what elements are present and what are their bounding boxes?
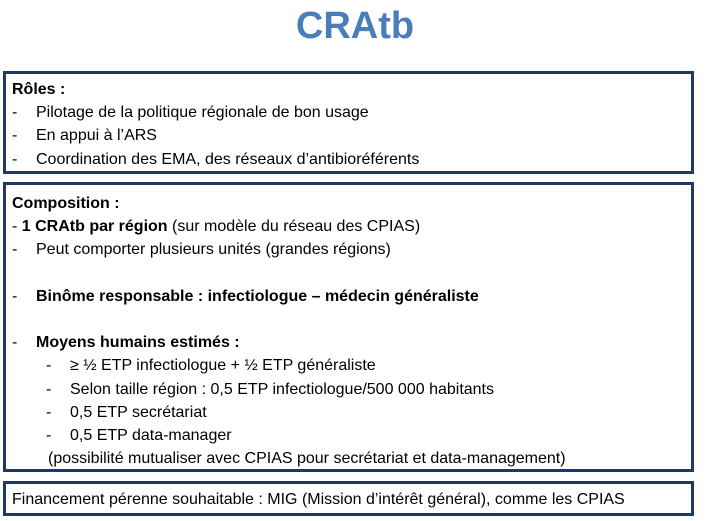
moyens-item: - 0,5 ETP secrétariat (46, 403, 207, 421)
moyens-heading: - Moyens humains estimés : (12, 334, 240, 352)
composition-heading: Composition : (12, 195, 120, 212)
roles-item: - Pilotage de la politique régionale de bon usage (12, 104, 369, 122)
page-title: CRAtb (295, 5, 415, 47)
moyens-item: - Selon taille région : 0,5 ETP infectiologue/500 000 habitants (46, 380, 494, 398)
financement-box (3, 481, 694, 516)
roles-heading: Rôles : (12, 81, 66, 98)
roles-item: - En appui à l’ARS (12, 127, 157, 145)
moyens-item: - ≥ ½ ETP infectiologue + ½ ETP généraliste (46, 357, 376, 375)
binome-line: - Binôme responsable : infectiologue – médecin généraliste (12, 287, 479, 305)
roles-item: - Coordination des EMA, des réseaux d’antibioréférents (12, 150, 420, 168)
composition-item: - 1 CRAtb par région (sur modèle du réseau des CPIAS) (12, 218, 421, 236)
moyens-note: (possibilité mutualiser avec CPIAS pour secrétariat et data-management) (48, 450, 566, 468)
roles-box (3, 71, 694, 174)
moyens-item: - 0,5 ETP data-manager (46, 427, 232, 444)
composition-item: - Peut comporter plusieurs unités (grandes régions) (12, 241, 391, 259)
financement-text: Financement pérenne souhaitable : MIG (Mission d’intérêt général), comme les CPIAS (12, 491, 625, 508)
composition-box (3, 182, 694, 472)
